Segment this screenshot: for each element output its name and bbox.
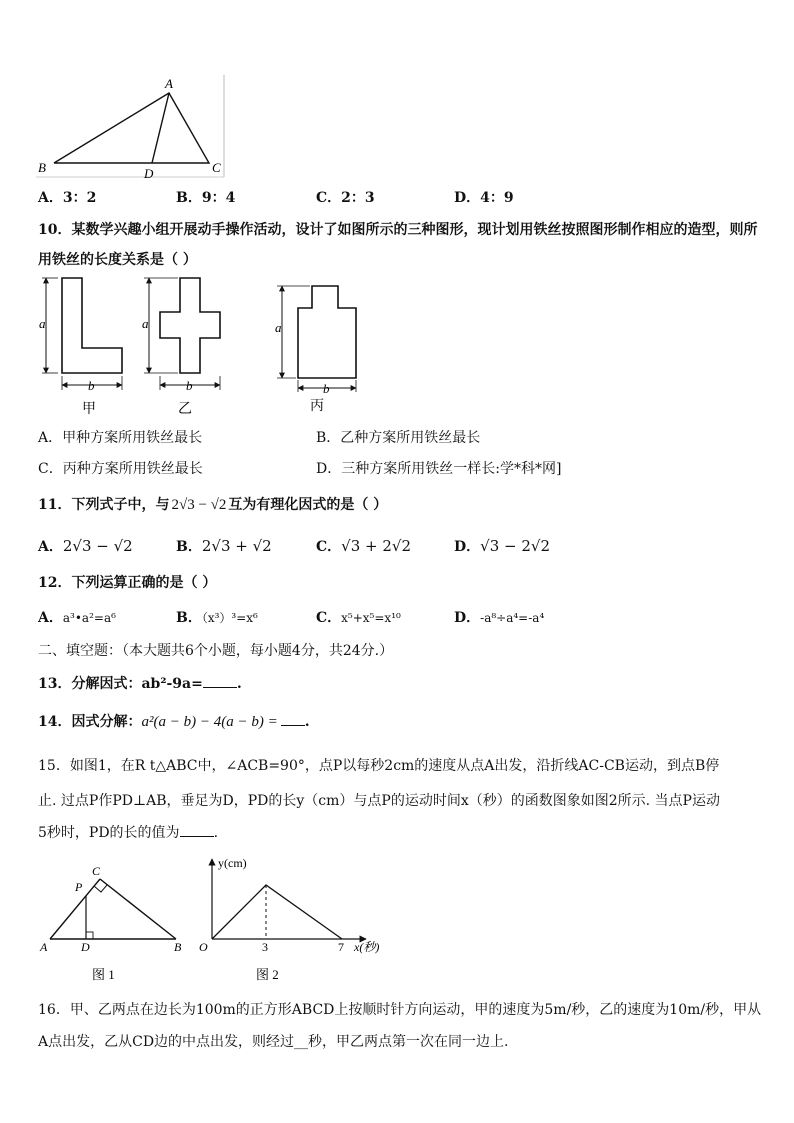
fig2-origin: O (199, 940, 208, 954)
yi-label-a: a (142, 316, 149, 331)
shape-bing (298, 286, 356, 378)
q11-option-b: B．2√3 + √2 (176, 537, 272, 555)
fig2-caption: 图 2 (256, 967, 279, 982)
fig1-label-b: B (174, 940, 182, 954)
label-b: B (38, 160, 46, 175)
caption-yi: 乙 (178, 402, 192, 417)
label-d: D (144, 166, 154, 180)
q9-option-a: A．3：2 (38, 190, 97, 206)
section2-heading: 二、填空题：（本大题共6个小题，每小题4分，共24分.） (38, 643, 394, 659)
q15-line2: 止. 过点P作PD⊥AB，垂足为D，PD的长y（cm）与点P的运动时间x（秒）的函数图象如图2所示. 当点P运动 (38, 793, 720, 809)
caption-bing: 丙 (310, 399, 324, 414)
q9-option-b: B．9：4 (176, 190, 236, 206)
bing-label-a: a (275, 320, 282, 335)
q9-option-d: D．4：9 (454, 190, 514, 206)
yi-label-b: b (186, 378, 193, 393)
label-c: C (212, 160, 221, 175)
q12-stem: 12．下列运算正确的是（ ） (38, 575, 217, 591)
q15-answer-blank[interactable] (180, 824, 214, 837)
fig2-tick-7: 7 (338, 940, 344, 954)
q10-option-a: A．甲种方案所用铁丝最长 (38, 430, 203, 446)
fig1-label-d: D (81, 940, 90, 954)
q11-option-a: A．2√3 − √2 (38, 537, 133, 555)
fig2-ylabel: y(cm) (218, 856, 247, 870)
q16-line2: A点出发，乙从CD边的中点出发，则经过__秒，甲乙两点第一次在同一边上. (38, 1034, 509, 1050)
label-a: A (165, 76, 173, 91)
q14-answer-blank[interactable] (281, 713, 305, 726)
q12-option-d: D．-a⁸÷a⁴=-a⁴ (454, 610, 545, 626)
caption-jia: 甲 (82, 402, 96, 417)
fig2-tick-3: 3 (262, 940, 268, 954)
q14-expr: a²(a − b) − 4(a − b) = (141, 714, 278, 730)
bing-label-b: b (323, 381, 330, 396)
q10-option-d: D．三种方案所用铁丝一样长:学*科*网] (316, 461, 562, 477)
q10-stem-line2: 用铁丝的长度关系是（ ） (38, 252, 197, 268)
fig1-label-a: A (40, 940, 48, 954)
q11-option-d: D．√3 − 2√2 (454, 537, 550, 555)
fig1-caption: 图 1 (92, 967, 115, 982)
segment-ad (152, 93, 169, 163)
q13-stem: 13．分解因式：ab²-9a= . (38, 676, 242, 692)
shape-yi (160, 278, 220, 373)
q14-stem: 14．因式分解：a²(a − b) − 4(a − b) = . (38, 714, 310, 730)
q15-line3: 5秒时，PD的长的值为 . (38, 825, 219, 841)
q10-option-b: B．乙种方案所用铁丝最长 (316, 430, 481, 446)
q11-stem (38, 494, 387, 514)
q10-option-c: C．丙种方案所用铁丝最长 (38, 461, 203, 477)
q11-expr: 2√3 − √2 (171, 497, 227, 513)
q15-line1: 15．如图1，在R t△ABC中，∠ACB=90°，点P以每秒2cm的速度从点A出发，沿折线AC-CB运动，到点B停 (38, 758, 720, 774)
fig1-label-p: P (75, 880, 83, 894)
fig1-label-c: C (92, 864, 101, 878)
q9-triangle-figure (36, 75, 226, 180)
q11-option-c: C．√3 + 2√2 (316, 537, 412, 555)
q11-suffix: 互为有理化因式的是（ ） (228, 497, 388, 513)
shape-jia (62, 278, 122, 373)
fig2-graph-line (212, 885, 342, 939)
jia-label-a: a (39, 316, 46, 331)
q15-figures (36, 855, 396, 985)
q11-prefix: 11．下列式子中，与 (38, 497, 170, 513)
q10-stem-line1: 10．某数学兴趣小组开展动手操作活动，设计了如图所示的三种图形，现计划用铁丝按照图形制作相应的造型，则所 (38, 222, 758, 238)
triangle-abc (54, 93, 209, 163)
q16-line1: 16．甲、乙两点在边长为100m的正方形ABCD上按顺时针方向运动，甲的速度为5m/秒，乙的速度为10m/秒，甲从 (38, 1002, 762, 1018)
q12-option-a: A．a³•a²=a⁶ (38, 610, 116, 626)
q12-option-b: B．（x³）³=x⁶ (176, 610, 258, 626)
q13-answer-blank[interactable] (203, 675, 237, 688)
q12-option-c: C．x⁵+x⁵=x¹⁰ (316, 610, 401, 626)
jia-label-b: b (88, 378, 95, 393)
q10-figures (36, 272, 376, 417)
fig2-xlabel: x(秒) (354, 940, 380, 954)
q9-option-c: C．2：3 (316, 190, 375, 206)
